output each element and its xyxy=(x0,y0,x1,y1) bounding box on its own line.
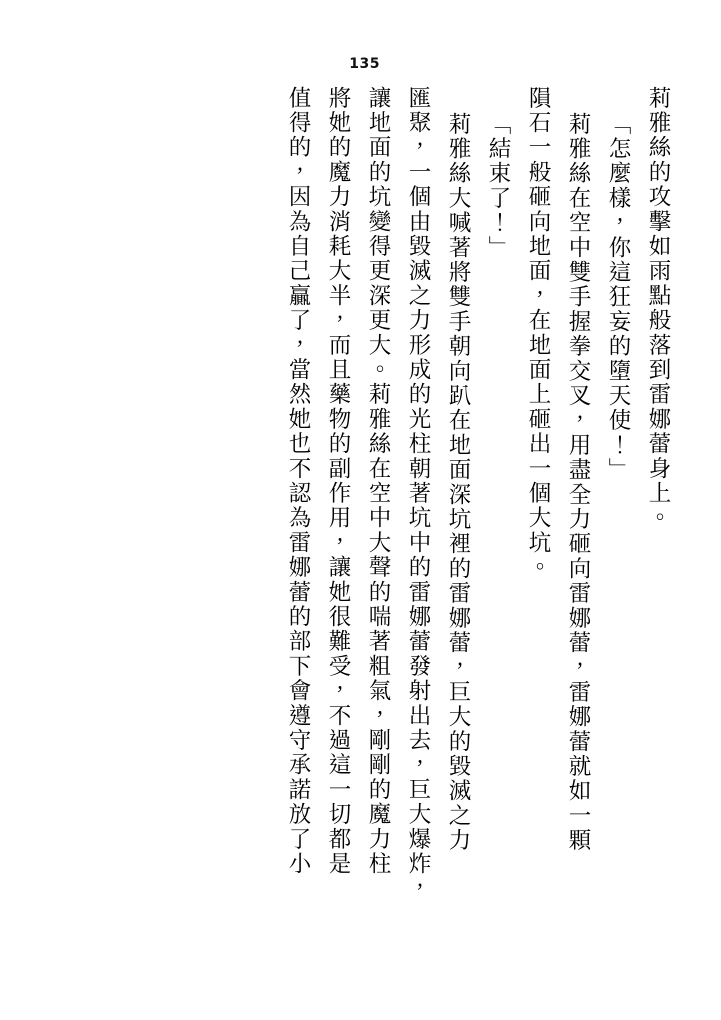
text-column: 莉雅絲的攻擊如雨點般落到雷娜蕾身上。 xyxy=(645,86,671,531)
text-column: 莉雅絲在空中雙手握拳交叉，用盡全力砸向雷娜蕾，雷娜蕾就如一顆 xyxy=(565,112,591,853)
vertical-text-body xyxy=(122,86,669,974)
text-column: 將她的魔力消耗大半，而且藥物的副作用，讓她很難受，不過這一切都是 xyxy=(325,86,351,877)
text-column: 「結束了！」 xyxy=(485,112,511,261)
text-column: 值得的，因為自己贏了，當然她也不認為雷娜蕾的部下會遵守承諾放了小 xyxy=(285,86,311,877)
text-column: 莉雅絲大喊著將雙手朝向趴在地面深坑裡的雷娜蕾，巨大的毀滅之力 xyxy=(445,112,471,853)
text-column: 隕石一般砸向地面，在地面上砸出一個大坑。 xyxy=(525,86,551,580)
text-column: 讓地面的坑變得更深更大。莉雅絲在空中大聲的喘著粗氣，剛剛的魔力柱 xyxy=(365,86,391,877)
text-column: 匯聚，一個由毀滅之力形成的光柱朝著坑中的雷娜蕾發射出去，巨大爆炸， xyxy=(405,86,431,902)
text-column: 「怎麼樣，你這狂妄的墮天使！」 xyxy=(605,112,631,483)
page-number: 135 xyxy=(349,56,380,72)
